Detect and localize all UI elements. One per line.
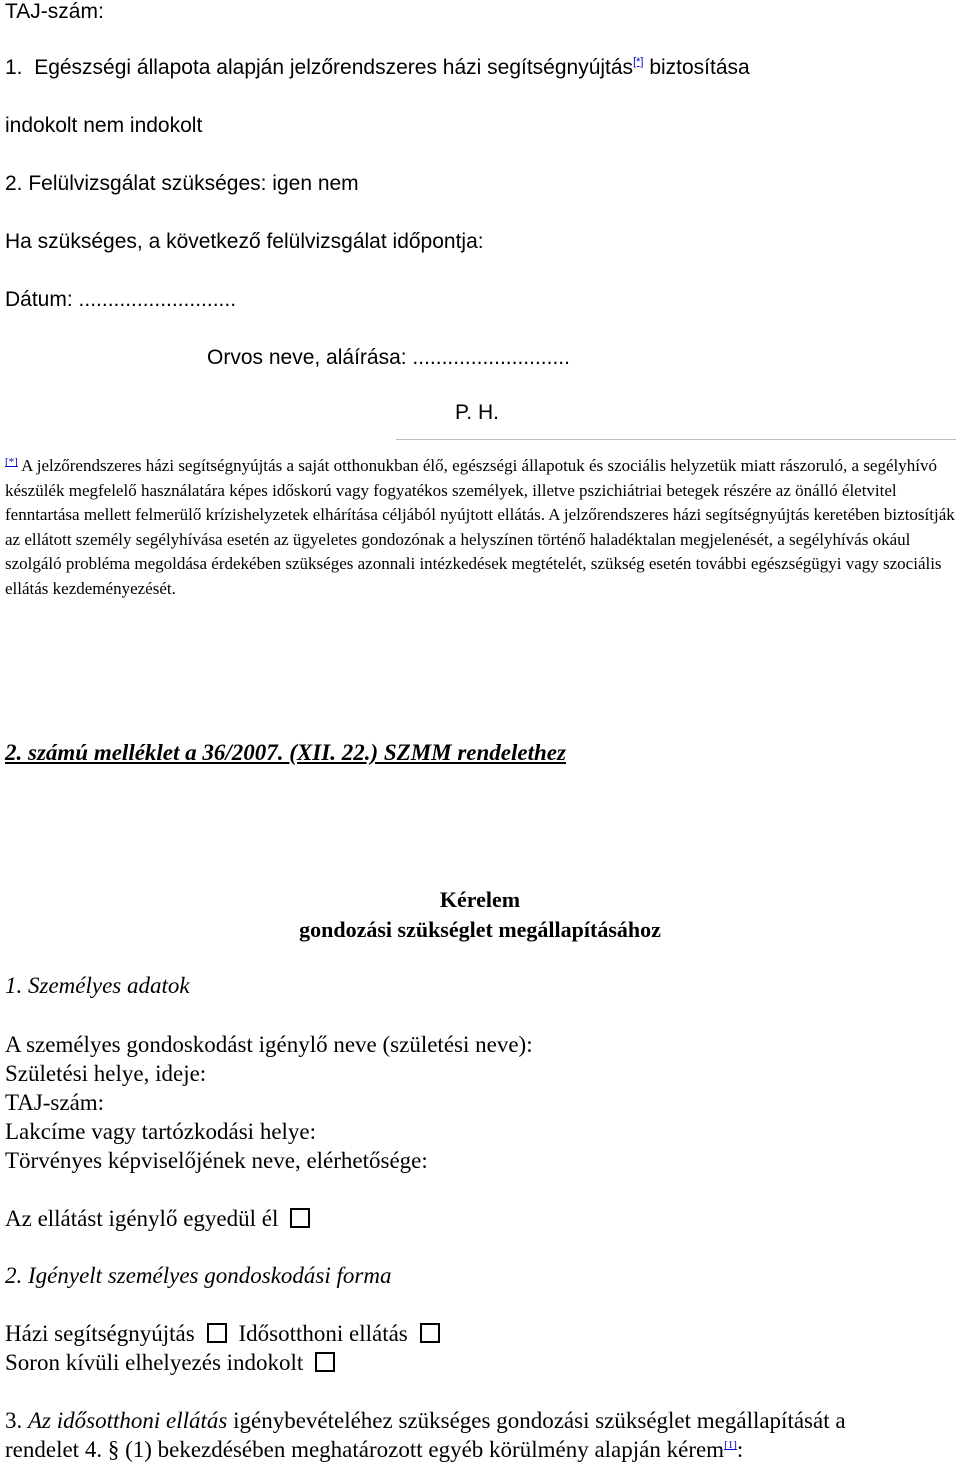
field-address: Lakcíme vagy tartózkodási helye: [5,1119,317,1144]
lives-alone-row [5,1206,310,1232]
doctor-signature-field: Orvos neve, aláírása: ........................... [207,346,570,369]
item-1-end: biztosítása [649,56,750,79]
review-date-label: Ha szükséges, a következő felülvizsgálat időpontja: [5,230,484,253]
section-1-heading: 1. Személyes adatok [5,973,190,998]
footnote [5,450,955,601]
care-options-row [5,1321,440,1347]
form-title: Kérelem [439,887,521,912]
date-field: Dátum: ........................... [5,288,237,311]
annex-title: 2. számú melléklet a 36/2007. (XII. 22.) SZMM rendelethez [5,740,566,765]
lives-alone-label: Az ellátást igénylő egyedül él [5,1206,279,1231]
stamp-label: P. H. [455,401,499,424]
option-elderly-home-checkbox[interactable] [420,1323,440,1343]
option-extra-placement-label: Soron kívüli elhelyezés indokolt [5,1350,304,1375]
option-home-care-checkbox[interactable] [207,1323,227,1343]
section-3-rest: igénybevételéhez szükséges gondozási szükséglet megállapítását a [233,1408,846,1433]
indokolt-options: indokolt nem indokolt [5,114,203,137]
section-3-line-2 [5,1437,743,1463]
section-3-line-1 [5,1408,846,1434]
section-3-number: 3. [5,1408,23,1433]
section-3-colon: : [736,1437,744,1462]
field-representative: Törvényes képviselőjének neve, elérhetősége: [5,1148,428,1173]
option-extra-placement-checkbox[interactable] [315,1352,335,1372]
footnote-divider [396,439,956,440]
item-2: 2. Felülvizsgálat szükséges: igen nem [5,172,359,195]
section-2-heading: 2. Igényelt személyes gondoskodási forma [5,1263,392,1288]
taj-label: TAJ-szám: [5,0,104,23]
section-3-line-2-text: rendelet 4. § (1) bekezdésében meghatározott egyéb körülmény alapján kérem [5,1437,725,1462]
lives-alone-checkbox[interactable] [290,1208,310,1228]
field-name: A személyes gondoskodást igénylő neve (születési neve): [5,1032,533,1057]
field-birth: Születési helye, ideje: [5,1061,207,1086]
footnote-link-1[interactable]: [1] [724,1439,737,1451]
field-taj: TAJ-szám: [5,1090,105,1115]
form-subtitle: gondozási szükséglet megállapításához [299,917,661,942]
footnote-text: A jelzőrendszeres házi segítségnyújtás a saját otthonukban élő, egészségi állapotuk és szociális helyzetük miatt rászoruló, a segélyhívó készülék megfelelő használatára képes időskorú vagy fogyatékos személyek, illetve pszichiátriai betegek részére az önálló életvitel fenntartása mellett felmerülő krízishelyzetek elhárítása céljából nyújtott ellátás. A jelzőrendszeres házi segítségnyújtás keretében biztosítják az ellátott személy segélyhívása esetén az ügyeletes gondozónak a helyszínen történő haladéktalan megjelenését, a segélyhívás okául szolgáló probléma megoldása érdekében szükséges azonnali intézkedések megtételét, szükség esetén további egészségügyi vagy szociális ellátás kezdeményezését. [5,456,955,598]
footnote-link[interactable]: [*] [633,56,644,68]
item-1-number: 1. [5,56,23,79]
option-home-care-label: Házi segítségnyújtás [5,1321,195,1346]
option-elderly-home-label: Idősotthoni ellátás [238,1321,408,1346]
item-1-text: Egészségi állapota alapján jelzőrendszeres házi segítségnyújtás [34,56,634,79]
footnote-marker[interactable]: [*] [5,456,18,468]
section-3-italic: Az idősotthoni ellátás [28,1408,228,1433]
extra-placement-row [5,1350,335,1376]
item-1 [5,56,750,80]
